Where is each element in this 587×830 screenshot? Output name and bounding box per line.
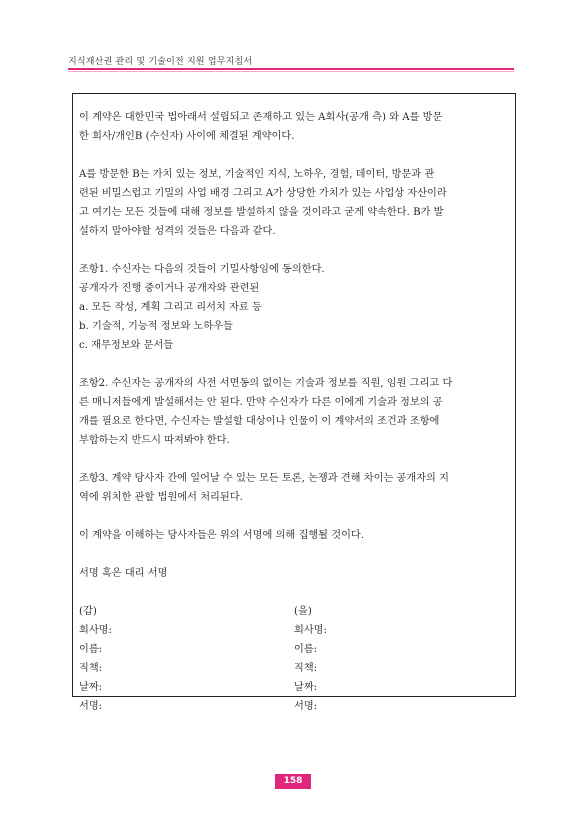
text-line: 부합하는지 반드시 따져봐야 한다. [79,435,230,446]
clause-1 [79,260,509,355]
text-line: A를 방문한 B는 가치 있는 정보, 기술적인 지식, 노하우, 경험, 데이터, 방문과 관 [79,169,435,180]
party-b-field: 이름: [294,644,318,655]
party-b-field: (을) [294,606,312,617]
text-line: a. 모든 작성, 계획 그리고 리서치 자료 등 [79,302,262,313]
signature-row [79,640,509,659]
text-line: 이 계약은 대한민국 법아래서 설립되고 존재하고 있는 A회사(공개 측) 와 A를 방문 [79,112,443,123]
text-line: 설하지 말아야할 성격의 것들은 다음과 같다. [79,226,276,237]
text-line: c. 재무정보와 문서들 [79,340,174,351]
text-line: 공개자가 진행 중이거나 공개자와 관련된 [79,283,260,294]
party-a-field: 날짜: [79,682,103,693]
party-b-field: 직책: [294,663,318,674]
text-line: 고 여기는 모든 것들에 대해 정보를 발설하지 않을 것이라고 굳게 약속한다. B가 발 [79,207,444,218]
scope-paragraph [79,165,509,241]
signature-row [79,678,509,697]
party-b-field: 날짜: [294,682,318,693]
text-line: 조항2. 수신자는 공개자의 사전 서면동의 없이는 기술과 정보를 직원, 임원 그리고 다 [79,378,453,389]
text-line: 개를 필요로 한다면, 수신자는 발설할 대상이나 인물이 이 계약서의 조건과 조항에 [79,416,440,427]
signature-heading [79,564,509,583]
party-a-field: 회사명: [79,625,112,636]
text-line: 역에 위치한 관할 법원에서 처리된다. [79,492,243,503]
signature-block [79,602,509,716]
intro-paragraph [79,108,509,146]
party-a-field: 서명: [79,701,103,712]
party-a-field: (갑) [79,606,97,617]
party-a-field: 이름: [79,644,103,655]
agreement-content [79,108,509,716]
party-a-field: 직책: [79,663,103,674]
signature-row [79,659,509,678]
party-b-field: 서명: [294,701,318,712]
text-line: b. 기술적, 기능적 정보와 노하우들 [79,321,233,332]
closing-statement [79,526,509,545]
signature-row [79,621,509,640]
header-rule [68,68,514,70]
clause-2 [79,374,509,450]
party-b-field: 회사명: [294,625,327,636]
text-line: 른 매니저들에게 발설해서는 안 된다. 만약 수신자가 다른 이에게 기술과 정보의 공 [79,397,443,408]
clause-3 [79,469,509,507]
text-line: 한 회사/개인B (수신자) 사이에 체결된 계약이다. [79,131,295,142]
page-number-badge: 158 [275,774,311,789]
text-line: 조항3. 계약 당사자 간에 일어날 수 있는 모든 토론, 논쟁과 견해 차이는 공개자의 지 [79,473,449,484]
text-line: 련된 비밀스럽고 기밀의 사업 배경 그리고 A가 상당한 가치가 있는 사업상 자산이라 [79,188,447,199]
signature-row [79,697,509,716]
text-line: 이 계약을 이해하는 당사자들은 위의 서명에 의해 집행될 것이다. [79,530,365,541]
text-line: 조항1. 수신자는 다음의 것들이 기밀사항임에 동의한다. [79,264,325,275]
text-line: 서명 혹은 대리 서명 [79,568,168,579]
header-title: 지식재산권 관리 및 기술이전 지원 업무지침서 [68,57,253,67]
header-rule-thin [68,71,514,72]
signature-row [79,602,509,621]
